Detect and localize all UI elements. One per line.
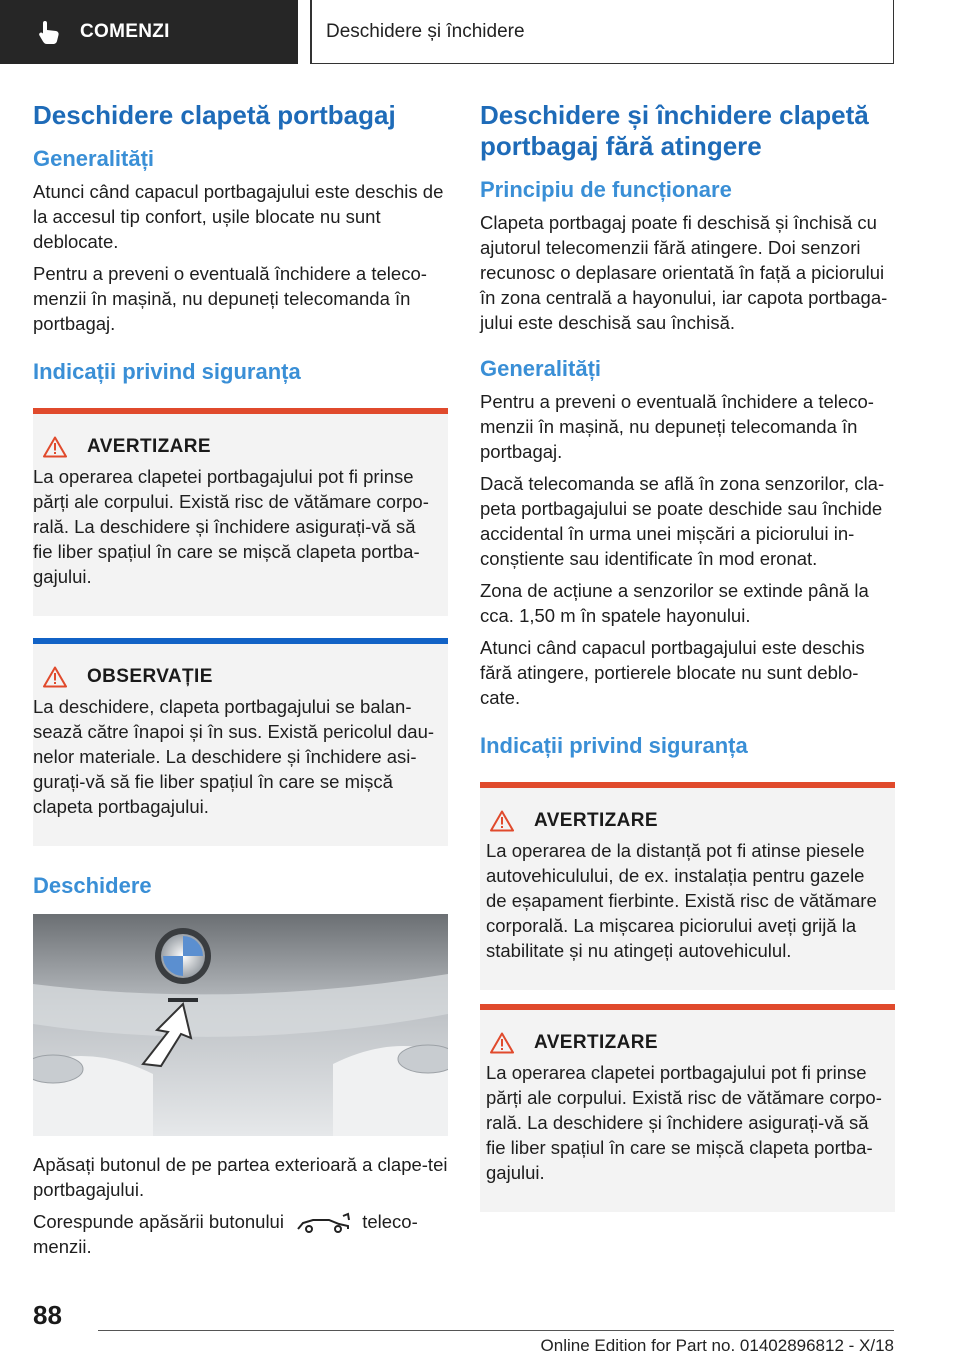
footer-rule <box>98 1330 894 1331</box>
opening-paragraph-2 <box>33 1209 448 1259</box>
left-general-paragraph-1: Atunci când capacul portbagajului este deschis de la accesul tip confort, ușile blocate nu sunt deblocate. <box>33 181 444 252</box>
right-general-paragraph-4: Atunci când capacul portbagajului este deschis fără atingere, portierele blocate nu sunt deblo-cate. <box>480 637 865 708</box>
left-general-paragraph-2: Pentru a preveni o eventuală închidere a teleco-menzii în mașină, nu depuneți telecomanda în portbagaj. <box>33 263 427 334</box>
notice-label: OBSERVAȚIE <box>87 666 213 687</box>
warning-box-distance <box>480 782 895 990</box>
principle-paragraph: Clapeta portbagaj poate fi deschisă și închisă cu ajutorul telecomenzii fără atingere. Doi senzori recunosc o deplasare orientată în față a piciorului în zona centrală a hayonului, iar capota portbaga-jului este deschisă sau închisă. <box>480 212 888 333</box>
warning-label: AVERTIZARE <box>534 1032 658 1053</box>
left-general-heading: Generalități <box>33 146 155 171</box>
car-key-trunk-icon <box>295 1212 351 1234</box>
warning-box-body-parts-header <box>490 1032 887 1054</box>
warning-triangle-icon <box>490 810 514 832</box>
right-safety-heading: Indicații privind siguranța <box>480 733 748 758</box>
section-title: Deschidere și închidere <box>326 20 525 42</box>
left-column <box>33 100 448 1266</box>
opening-heading: Deschidere <box>33 873 152 898</box>
opening-paragraph-1: Apăsați butonul de pe partea exterioară a clape-tei portbagajului. <box>33 1154 448 1200</box>
right-column <box>480 100 895 1226</box>
right-page-title: Deschidere și închidere clapetă portbagaj fără atingere <box>480 100 869 161</box>
hand-pointer-icon <box>36 19 62 45</box>
principle-heading: Principiu de funcționare <box>480 177 732 202</box>
notice-text: La deschidere, clapeta portbagajului se balan-sează către înapoi și în sus. Există pericolul dau-nelor materiale. La deschidere și închidere asi-gurați-vă să fie liber spațiul în care se mișcă clapeta portbagajului. <box>33 696 435 817</box>
edition-note: Online Edition for Part no. 01402896812 - X/18 <box>540 1336 894 1355</box>
warning-box <box>33 408 448 616</box>
page-number: 88 <box>33 1300 62 1330</box>
right-general-paragraph-2: Dacă telecomanda se află în zona senzorilor, cla-peta portbagajului se poate deschide sau închide accidental în urma unei mișcări a piciorului in-conștiente sau identificate în mod eronat. <box>480 473 885 569</box>
warning-box-distance-header <box>490 810 887 832</box>
right-general-heading: Generalități <box>480 356 602 381</box>
notice-box-header <box>43 666 440 688</box>
notice-box <box>33 638 448 846</box>
warning-box-body-parts <box>480 1004 895 1212</box>
opening-paragraph-2-start: Corespunde apăsării butonului <box>33 1211 284 1232</box>
chapter-tab[interactable] <box>0 0 298 64</box>
warning-box-header <box>43 436 440 458</box>
page-header <box>0 0 960 66</box>
trunk-button-photo <box>33 914 448 1136</box>
chapter-tab-label: COMENZI <box>80 21 170 42</box>
left-safety-heading: Indicații privind siguranța <box>33 359 301 384</box>
warning-label: AVERTIZARE <box>87 436 211 457</box>
warning-label: AVERTIZARE <box>534 810 658 831</box>
section-title-box <box>312 0 894 64</box>
notice-triangle-icon <box>43 666 67 688</box>
warning-body-parts-text: La operarea clapetei portbagajului pot fi prinse părți ale corpului. Există risc de vătămare corpo-rală. La deschidere și închidere asigurați-vă să fie liber spațiul în care se mișcă clapeta portba-gajului. <box>486 1062 882 1183</box>
warning-triangle-icon <box>43 436 67 458</box>
right-general-paragraph-3: Zona de acțiune a senzorilor se extinde până la cca. 1,50 m în spatele hayonului. <box>480 580 869 626</box>
warning-triangle-icon <box>490 1032 514 1054</box>
opening-paragraph-2-end: teleco-menzii. <box>33 1211 418 1258</box>
warning-distance-text: La operarea de la distanță pot fi atinse piesele autovehiculului, de ex. instalația pentru gazele de eșapament fierbinte. Există risc de vătămare corporală. La mișcarea piciorului aveți grijă la stabilitate și nu atingeți autovehiculul. <box>486 840 877 961</box>
right-general-paragraph-1: Pentru a preveni o eventuală închidere a teleco-menzii în mașină, nu depuneți telecomanda în portbagaj. <box>480 391 874 462</box>
warning-text: La operarea clapetei portbagajului pot fi prinse părți ale corpului. Există risc de vătămare corpo-rală. La deschidere și închidere asigurați-vă să fie liber spațiul în care se mișcă clapeta portba-gajului. <box>33 466 429 587</box>
left-page-title: Deschidere clapetă portbagaj <box>33 100 396 130</box>
